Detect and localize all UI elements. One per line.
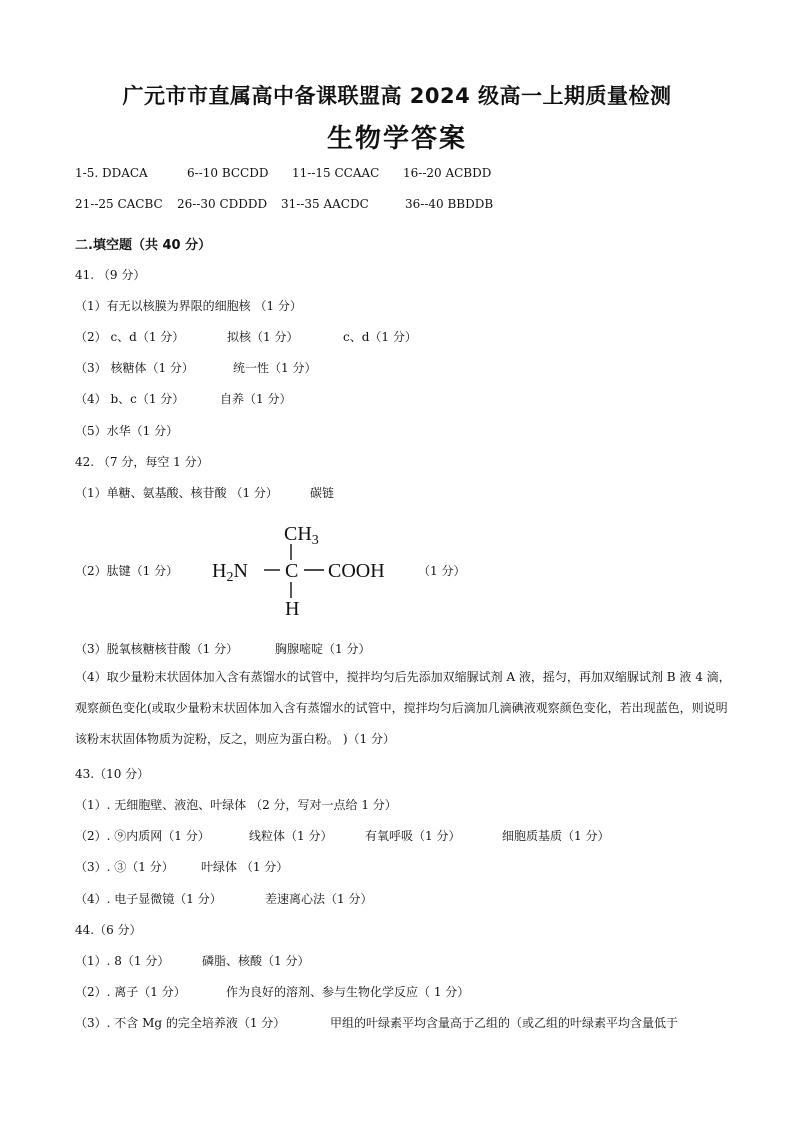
answer-text: （2）. 离子（1 分）	[75, 985, 186, 999]
q41-heading: 41. （9 分）	[75, 268, 146, 282]
answer-text: 细胞质基质（1 分）	[502, 829, 610, 843]
answer-text: （4）. 电子显微镜（1 分）	[75, 892, 222, 906]
answer-text: 拟核（1 分）	[227, 330, 299, 344]
answer-text: 作为良好的溶剂、参与生物化学反应（ 1 分）	[226, 985, 470, 999]
answer-text: （1）单糖、氨基酸、核苷酸 （1 分）	[75, 486, 278, 500]
answer-text: （4） b、c（1 分）	[75, 392, 185, 406]
answer-key-title: 生物学答案	[326, 124, 467, 154]
answer-text: 统一性（1 分）	[233, 361, 317, 375]
answer-group: 11--15 CCAAC	[292, 166, 380, 180]
alanine-structural-formula	[210, 520, 410, 620]
answer-text: （3）脱氧核糖核苷酸（1 分）	[75, 642, 239, 656]
formula-right-group: COOH	[328, 560, 385, 582]
answer-text: 甲组的叶绿素平均含量高于乙组的（或乙组的叶绿素平均含量低于	[330, 1016, 679, 1030]
q44-heading: 44.（6 分）	[75, 923, 142, 937]
exam-title: 广元市市直属高中备课联盟高 2024 级高一上期质量检测	[122, 84, 672, 108]
answer-text: 线粒体（1 分）	[249, 829, 333, 843]
formula-top-group: $CH_3$	[284, 523, 319, 548]
answer-text: 自养（1 分）	[220, 392, 292, 406]
formula-bottom-atom: H	[285, 598, 300, 620]
q42-part2-label: （2）肽键（1 分）	[75, 564, 179, 578]
answer-text: 叶绿体 （1 分）	[201, 860, 289, 874]
section-title: 二.填空题（共 40 分）	[75, 238, 212, 253]
formula-central-atom: C	[285, 560, 299, 582]
formula-left-group: $H_2N$	[212, 560, 248, 585]
answer-group: 36--40 BBDDB	[405, 197, 494, 211]
answer-text: （1）. 无细胞壁、液泡、叶绿体 （2 分，写对一点给 1 分）	[75, 798, 397, 812]
answer-text: （2） c、d（1 分）	[75, 330, 185, 344]
answer-text: 有氧呼吸（1 分）	[365, 829, 461, 843]
answer-group: 21--25 CACBC	[75, 197, 163, 211]
answer-text: 磷脂、核酸（1 分）	[202, 954, 310, 968]
answer-text: c、d（1 分）	[343, 330, 417, 344]
q42-part4: （4）取少量粉末状固体加入含有蒸馏水的试管中，搅拌均匀后先添加双缩脲试剂 A 液，摇匀，再加双缩脲试剂 B 液 4 滴，观察颜色变化(或取少量粉末状固体加入含有蒸馏水的试管中，搅拌均匀后滴加几滴碘液观察颜色变化，若出现蓝色，则说明该粉末状固体物质为淀粉，反之，则应为蛋白粉。 )（1 分）	[75, 670, 731, 746]
answer-text: （2）. ⑨内质网（1 分）	[75, 829, 210, 843]
answer-text: 碳链	[310, 486, 335, 500]
answer-text: （3）. 不含 Mg 的完全培养液（1 分）	[75, 1016, 286, 1030]
answer-group: 16--20 ACBDD	[403, 166, 492, 180]
answer-text: （1）. 8（1 分）	[75, 954, 170, 968]
answer-text: 差速离心法（1 分）	[265, 892, 373, 906]
q42-part2-score: （1 分）	[418, 564, 466, 578]
answer-group: 1-5. DDACA	[75, 166, 148, 180]
answer-text: （3） 核糖体（1 分）	[75, 361, 194, 375]
answer-text: 胸腺嘧啶（1 分）	[275, 642, 371, 656]
answer-group: 6--10 BCCDD	[187, 166, 269, 180]
q42-heading: 42. （7 分，每空 1 分）	[75, 455, 209, 469]
answer-text: （3）. ③（1 分）	[75, 860, 174, 874]
q43-heading: 43.（10 分）	[75, 767, 150, 781]
answer-text: （1）有无以核膜为界限的细胞核 （1 分）	[75, 299, 302, 313]
answer-group: 26--30 CDDDD	[177, 197, 268, 211]
answer-group: 31--35 AACDC	[281, 197, 369, 211]
answer-text: （5）水华（1 分）	[75, 424, 179, 438]
